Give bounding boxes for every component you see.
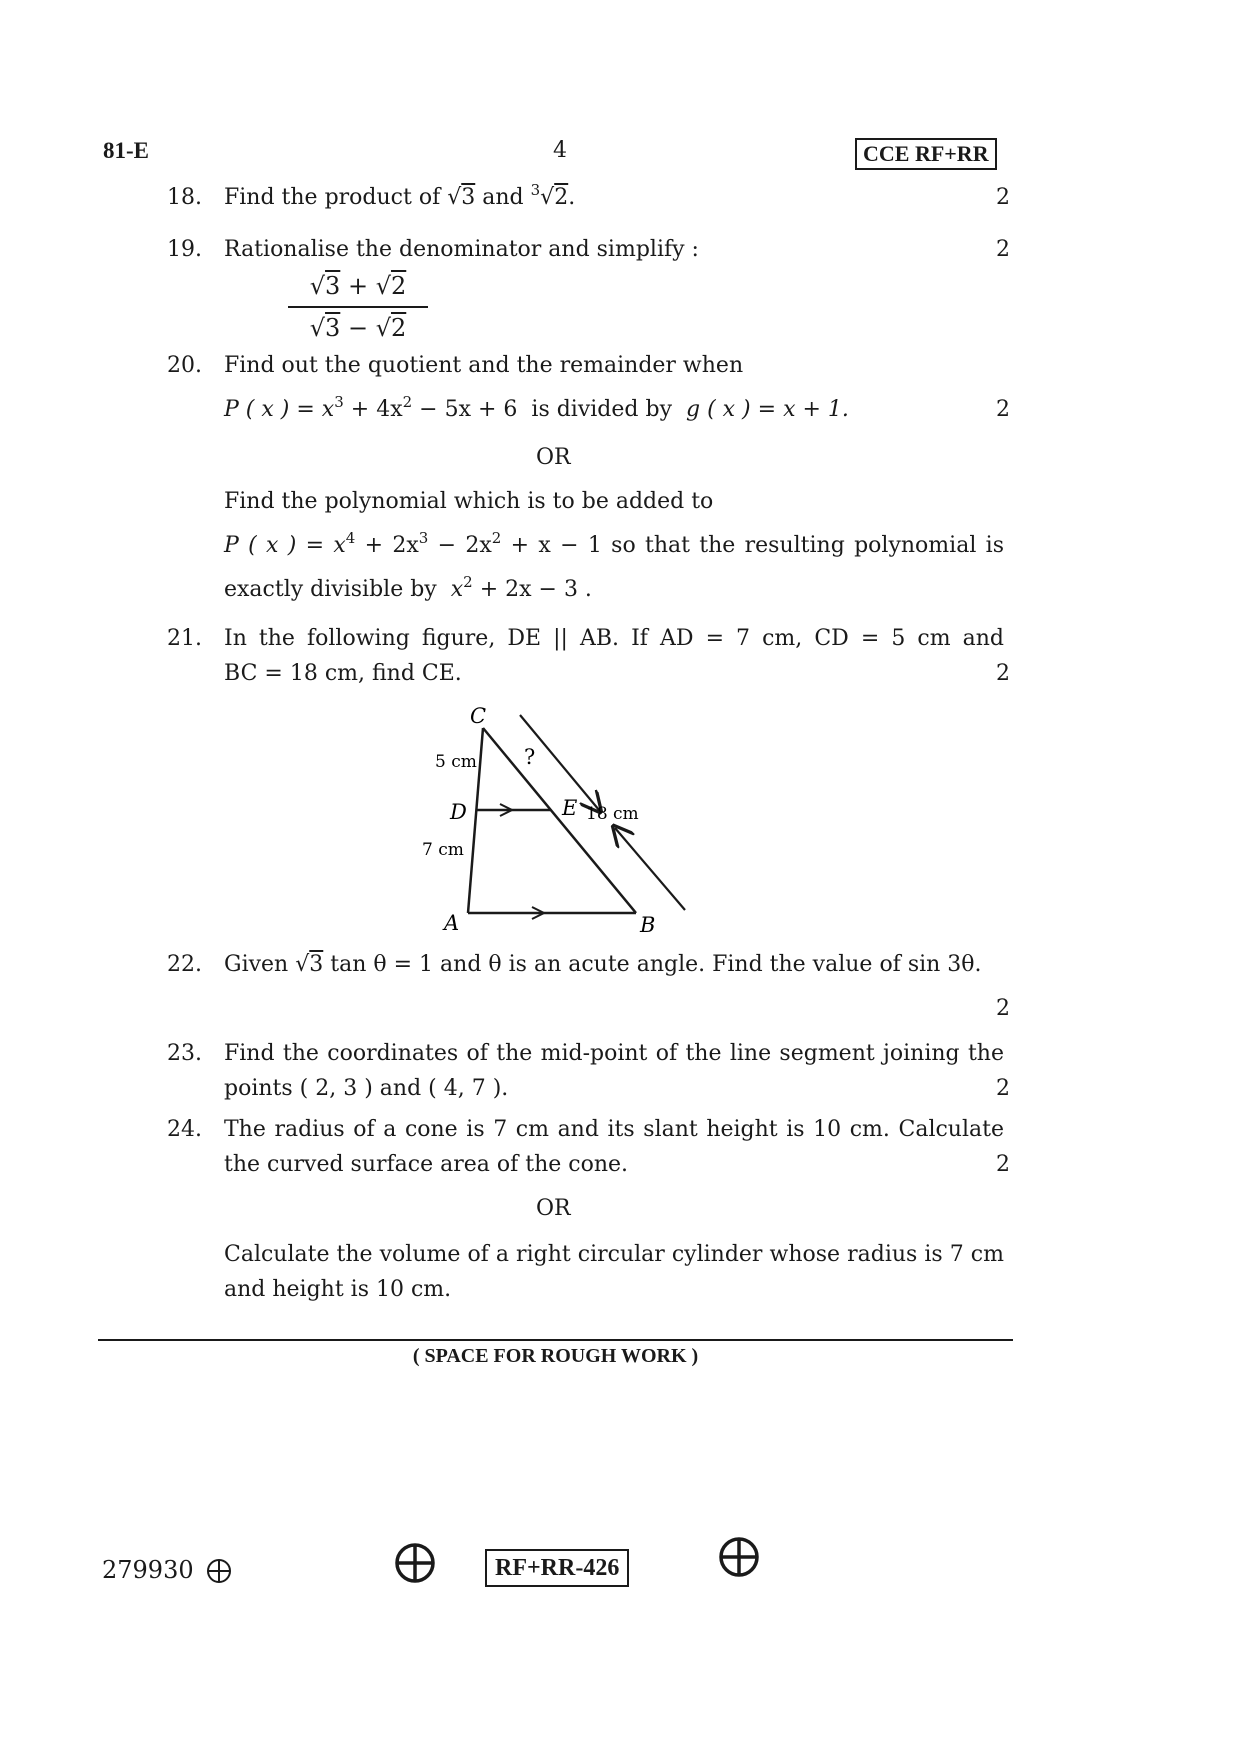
q24-line2: the curved surface area of the cone.: [224, 1152, 629, 1177]
q23-line1: Find the coordinates of the mid-point of the line segment joining the: [224, 1041, 1004, 1066]
q20-alt-line1: Find the polynomial which is to be added to: [224, 489, 714, 514]
q24-marks: 2: [996, 1152, 1010, 1177]
sqrt-symbol: √3: [295, 952, 324, 977]
q24-number: 24.: [167, 1117, 202, 1142]
label-cd-length: 5 cm: [435, 752, 477, 772]
label-d: D: [450, 800, 467, 824]
q20-alt-line3: exactly divisible by $x^2 + 2x - 3$ .: [224, 573, 592, 602]
q21-line2: BC = 18 cm, find CE.: [224, 661, 462, 686]
registration-mark-icon: [205, 1557, 233, 1585]
rough-work-heading: ( SPACE FOR ROUGH WORK ): [412, 1345, 699, 1367]
q22-marks: 2: [996, 996, 1010, 1021]
q24-alt-line2: and height is 10 cm.: [224, 1277, 452, 1302]
q23-number: 23.: [167, 1041, 202, 1066]
q21-triangle-figure: [400, 695, 720, 945]
q18-marks: 2: [996, 185, 1010, 210]
registration-mark-icon: [717, 1535, 761, 1579]
q20-number: 20.: [167, 353, 202, 378]
q23-line2: points ( 2, 3 ) and ( 4, 7 ).: [224, 1076, 509, 1101]
page-number: 4: [553, 138, 567, 163]
label-ce-unknown: ?: [524, 745, 536, 769]
q20-marks: 2: [996, 397, 1010, 422]
q24-alt-line1: Calculate the volume of a right circular cylinder whose radius is 7 cm: [224, 1242, 1004, 1267]
paper-code: 81-E: [103, 138, 149, 163]
serial-number: 279930: [102, 1556, 194, 1584]
label-e: E: [562, 796, 578, 820]
q19-text: Rationalise the denominator and simplify :: [224, 237, 699, 262]
exam-badge: CCE RF+RR: [855, 138, 997, 170]
q23-marks: 2: [996, 1076, 1010, 1101]
sqrt-symbol: √3: [447, 185, 476, 210]
q18-number: 18.: [167, 185, 202, 210]
q19-number: 19.: [167, 237, 202, 262]
bc-dimension-arrow-up: [615, 828, 685, 910]
q19-marks: 2: [996, 237, 1010, 262]
label-a: A: [444, 911, 460, 935]
label-ad-length: 7 cm: [422, 840, 464, 860]
footer-badge: RF+RR-426: [485, 1549, 629, 1587]
q24-line1: The radius of a cone is 7 cm and its slant height is 10 cm. Calculate: [224, 1117, 1004, 1142]
q24-or: OR: [536, 1196, 571, 1221]
q21-line1: In the following figure, DE || AB. If AD = 7 cm, CD = 5 cm and: [224, 626, 1004, 651]
q22-number: 22.: [167, 952, 202, 977]
q20-polynomial: P ( x ) = $x^3 + 4x^2 - 5x + 6$ is divided by g ( x ) = x + 1.: [224, 393, 849, 422]
q21-number: 21.: [167, 626, 202, 651]
label-b: B: [640, 913, 656, 937]
cube-root-symbol: $^3$√2: [530, 181, 569, 210]
registration-mark-icon: [393, 1541, 437, 1585]
q22-text: Given √3 tan θ = 1 and θ is an acute angle. Find the value of sin 3θ.: [224, 952, 982, 977]
q20-line1: Find out the quotient and the remainder when: [224, 353, 744, 378]
label-bc-length: 18 cm: [586, 804, 639, 824]
fraction-bar: [288, 306, 428, 308]
q20-alt-polynomial: P ( x ) = $x^4 + 2x^3 - 2x^2 + x - 1$ so that the resulting polynomial is: [224, 529, 1004, 558]
q19-fraction: √3 + √2 √3 − √2: [288, 268, 428, 346]
q18-text: Find the product of √3 and $^3$√2.: [224, 181, 576, 210]
rough-work-divider: [98, 1339, 1013, 1341]
label-c: C: [470, 704, 487, 728]
q20-or: OR: [536, 445, 571, 470]
q21-marks: 2: [996, 661, 1010, 686]
